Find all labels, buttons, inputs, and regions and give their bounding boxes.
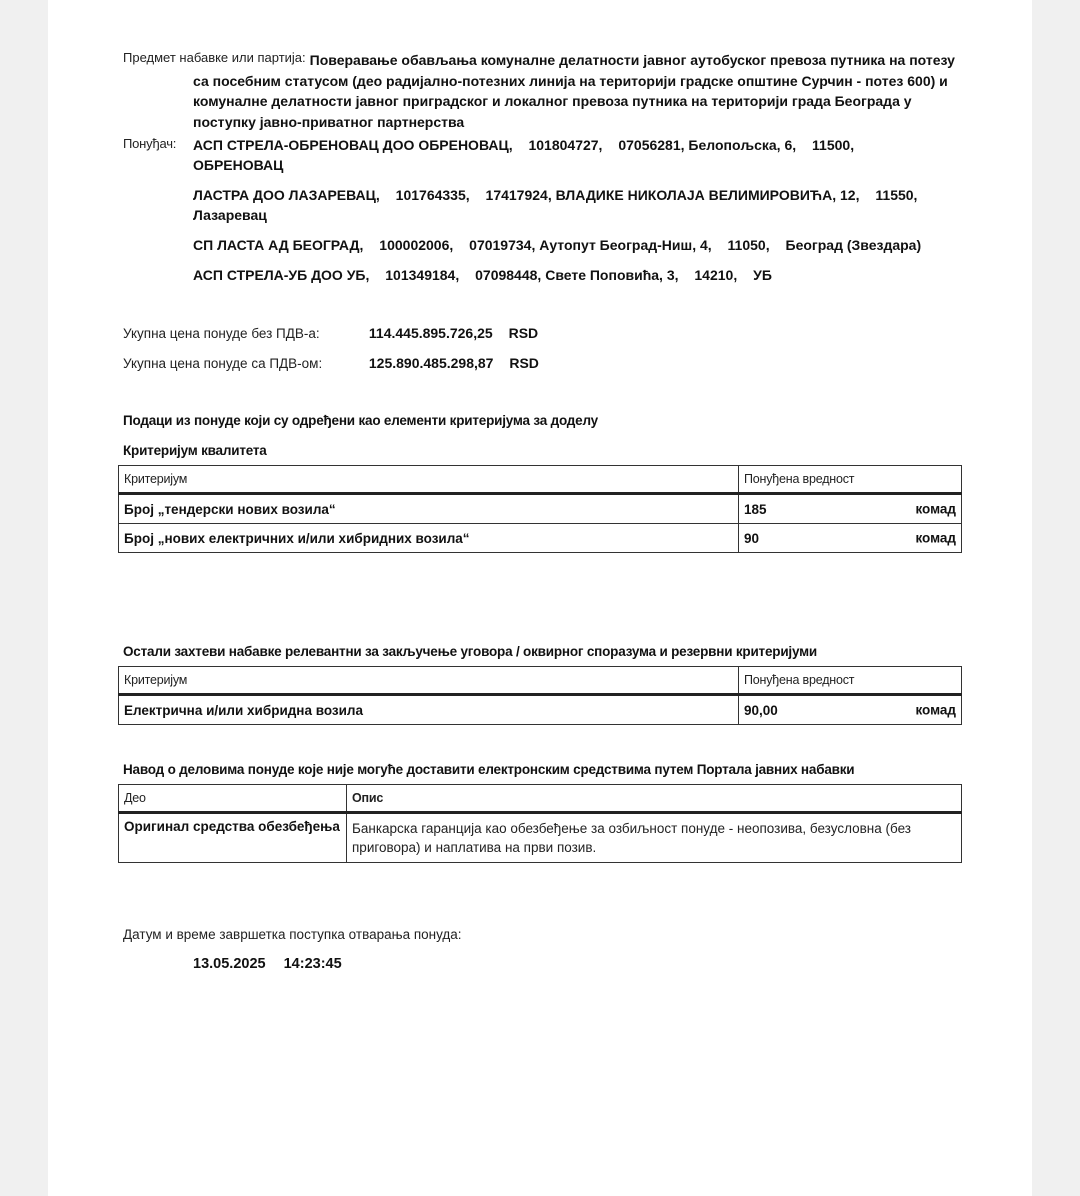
column-header-value: Понуђена вредност: [739, 466, 962, 494]
criteria-subheading: Критеријум квалитета: [123, 443, 267, 458]
completion-date: 13.05.2025: [193, 956, 266, 972]
part-cell: Оригинал средства обезбеђења: [119, 813, 347, 863]
completion-label: Датум и време завршетка поступка отварања понуда:: [123, 927, 462, 942]
subject-label: Предмет набавке или партија:: [123, 50, 306, 65]
bidder-label: Понуђач:: [123, 136, 177, 151]
bidder-item: СП ЛАСТА АД БЕОГРАД, 100002006, 07019734, Аутопут Београд-Ниш, 4, 11050, Београд (Звездара): [193, 237, 922, 253]
value-cell: 185 комад: [739, 494, 962, 524]
criterion-cell: Број „тендерски нових возила“: [119, 494, 739, 524]
table-header-row: [119, 667, 962, 695]
criterion-cell: Број „нових електричних и/или хибридних возила“: [119, 524, 739, 553]
column-header-criterion: Критеријум: [119, 466, 739, 494]
column-header-value: Понуђена вредност: [739, 667, 962, 695]
price-with-vat: Укупна цена понуде са ПДВ-ом: 125.890.485.298,87 RSD: [123, 355, 539, 371]
bidder-item: АСП СТРЕЛА-УБ ДОО УБ, 101349184, 07098448, Свете Поповића, 3, 14210, УБ: [193, 267, 772, 283]
bidder-item: ЛАСТРА ДОО ЛАЗАРЕВАЦ, 101764335, 17417924, ВЛАДИКЕ НИКОЛАЈА ВЕЛИМИРОВИЋА, 12, 11550, Лазаревац: [193, 187, 918, 223]
column-header-criterion: Критеријум: [119, 667, 739, 695]
parts-heading: Навод о деловима понуде које није могуће доставити електронским средствима путем Портала јавних набавки: [123, 762, 855, 777]
table-row: [119, 695, 962, 725]
bidder-item: АСП СТРЕЛА-ОБРЕНОВАЦ ДОО ОБРЕНОВАЦ, 101804727, 07056281, Белопољска, 6, 11500, ОБРЕНОВАЦ: [193, 137, 855, 173]
completion-datetime: [193, 956, 342, 972]
table-row: [119, 524, 962, 553]
value-cell: 90,00 комад: [739, 695, 962, 725]
price-without-vat: Укупна цена понуде без ПДВ-а: 114.445.895.726,25 RSD: [123, 325, 539, 341]
document-page: [48, 0, 1032, 1196]
table-row: [119, 813, 962, 863]
criteria-heading: Подаци из понуде који су одређени као елементи критеријума за доделу: [123, 413, 598, 428]
description-cell: Банкарска гаранција као обезбеђење за озбиљност понуде - неопозива, безусловна (без приговора) и наплатива на први позив.: [347, 813, 962, 863]
unit-label: комад: [915, 702, 956, 718]
other-requirements-heading: Остали захтеви набавке релевантни за закључење уговора / оквирног споразума и резервни критеријуми: [123, 644, 817, 659]
quality-criteria-table: [118, 465, 962, 553]
value-cell: 90 комад: [739, 524, 962, 553]
completion-time: 14:23:45: [283, 956, 342, 972]
unit-label: комад: [915, 530, 956, 546]
criterion-cell: Електрична и/или хибридна возила: [119, 695, 739, 725]
parts-table: [118, 784, 962, 863]
table-header-row: [119, 785, 962, 813]
subject-text: Поверавање обављања комуналне делатности јавног аутобуског превоза путника на потезу са посебним статусом (део радијално-потезних линија на територији градске општине Сурчин - потез 600) и комуналне делатности јавног приградског и локалног превоза путника на територији града Београда у поступку јавно-приватног партнерства: [193, 52, 955, 130]
table-header-row: [119, 466, 962, 494]
column-header-part: Део: [119, 785, 347, 813]
unit-label: комад: [915, 501, 956, 517]
table-row: [119, 494, 962, 524]
other-requirements-table: [118, 666, 962, 725]
column-header-description: Опис: [347, 785, 962, 813]
